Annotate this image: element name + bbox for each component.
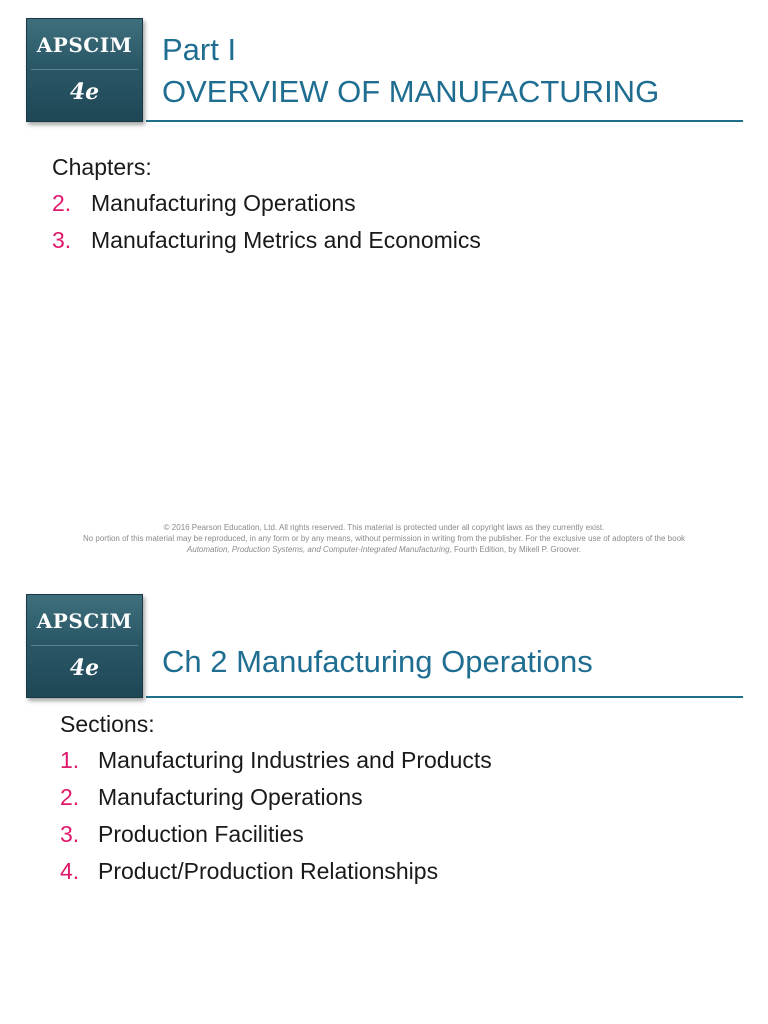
copyright-line-3 bbox=[0, 544, 768, 555]
logo-divider bbox=[31, 645, 138, 646]
logo-edition: 4e bbox=[69, 655, 100, 681]
list-item bbox=[52, 222, 481, 259]
item-text: Manufacturing Operations bbox=[98, 784, 363, 810]
item-text: Manufacturing Operations bbox=[91, 190, 356, 216]
copyright-notice bbox=[0, 522, 768, 555]
slide-title-line-2: OVERVIEW OF MANUFACTURING bbox=[162, 74, 660, 109]
chapters-heading: Chapters: bbox=[52, 154, 152, 180]
sections-heading: Sections: bbox=[60, 711, 155, 737]
copyright-line-2: No portion of this material may be reproduced, in any form or by any means, without permission in writing from the publisher. For the exclusive use of adopters of the book bbox=[82, 534, 686, 543]
book-edition: , Fourth Edition, by Mikell P. Groover. bbox=[449, 545, 582, 554]
slide-chapter-2 bbox=[0, 576, 768, 1024]
slide-title-line-1: Part I bbox=[162, 32, 237, 67]
list-item bbox=[60, 742, 492, 779]
item-text: Product/Production Relationships bbox=[98, 858, 439, 884]
slide-title-line-1: Ch 2 Manufacturing Operations bbox=[162, 644, 593, 679]
item-number: 2. bbox=[52, 190, 72, 216]
item-text: Manufacturing Metrics and Economics bbox=[91, 227, 481, 253]
list-item bbox=[60, 853, 492, 890]
list-item bbox=[60, 816, 492, 853]
section-list bbox=[60, 742, 492, 890]
item-number: 3. bbox=[52, 227, 72, 253]
logo-divider bbox=[31, 69, 138, 70]
book-title: Automation, Production Systems, and Computer-Integrated Manufacturing bbox=[186, 545, 450, 554]
logo-brand: APSCIM bbox=[36, 33, 133, 57]
title-divider bbox=[146, 120, 743, 122]
apscim-logo bbox=[26, 18, 143, 122]
title-divider bbox=[146, 696, 743, 698]
logo-edition: 4e bbox=[69, 79, 100, 105]
apscim-logo bbox=[26, 594, 143, 698]
item-text: Manufacturing Industries and Products bbox=[98, 747, 492, 773]
item-number: 1. bbox=[60, 747, 80, 773]
item-number: 2. bbox=[60, 784, 80, 810]
item-number: 3. bbox=[60, 821, 80, 847]
item-number: 4. bbox=[60, 858, 80, 884]
list-item bbox=[60, 779, 492, 816]
copyright-line-1: © 2016 Pearson Education, Ltd. All rights reserved. This material is protected under all copyright laws as they currently exist. bbox=[163, 523, 605, 532]
item-text: Production Facilities bbox=[98, 821, 304, 847]
logo-brand: APSCIM bbox=[36, 609, 133, 633]
chapter-list bbox=[52, 185, 481, 259]
list-item bbox=[52, 185, 481, 222]
